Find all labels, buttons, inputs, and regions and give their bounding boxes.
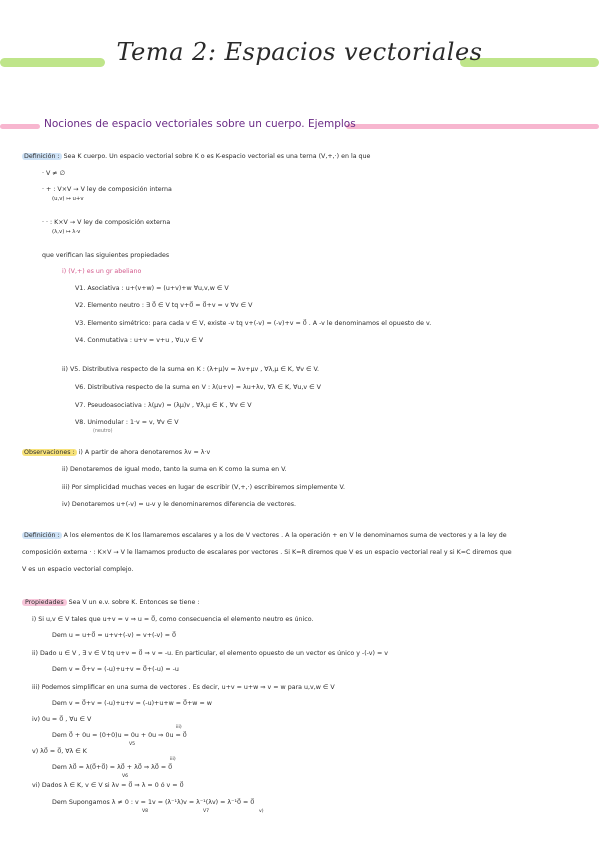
property-4-note-iii: iii) (176, 725, 182, 730)
definition2-label: Definición : (24, 532, 60, 539)
axiom-v5: ii) V5. Distributiva respecto de la suma en K : (λ+μ)v = λv+μv , ∀λ,μ ∈ K, ∀v ∈ V. (62, 366, 319, 373)
condition-2: · + : V×V → V ley de composición interna (42, 186, 172, 193)
condition-1: · V ≠ ∅ (42, 170, 66, 177)
condition-3: · · : K×V → V ley de composición externa (42, 219, 171, 226)
property-6-note-v: v) (259, 809, 264, 814)
observation-2: ii) Denotaremos de igual modo, tanto la suma en K como la suma en V. (62, 466, 287, 473)
axiom-v4: V4. Conmutativa : u+v = v+u , ∀u,v ∈ V (75, 337, 204, 344)
section-title: Nociones de espacio vectoriales sobre un cuerpo. Ejemplos (44, 118, 356, 130)
property-4-note-v5: V5 (129, 742, 136, 747)
axiom-v7: V7. Pseudoasociativa : λ(μv) = (λμ)v , ∀λ,μ ∈ K , ∀v ∈ V (75, 402, 252, 409)
definition-line (22, 153, 370, 161)
definition2-text-3: V es un espacio vectorial complejo. (22, 566, 134, 573)
property-4: iv) 0u = 0⃗ , ∀u ∈ V (32, 716, 92, 723)
property-6-note-v7: V7 (203, 809, 210, 814)
definition2-line-1 (22, 532, 507, 540)
observation-1: i) A partir de ahora denotaremos λv = λ·v (78, 449, 211, 456)
properties-intro: que verifican las siguientes propiedades (42, 252, 170, 259)
property-5-note-v6: V6 (122, 774, 129, 779)
property-3: iii) Podemos simplificar en una suma de vectores . Es decir, u+v = u+w ⇒ v = w para u,v,w ∈ V (32, 684, 335, 691)
observation-4: iv) Denotaremos u+(-v) = u-v y le denominaremos diferencia de vectores. (62, 501, 297, 508)
property-2-proof: Dem v = 0⃗+v = (-u)+u+v = 0⃗+(-u) = -u (52, 666, 179, 673)
property-1: i) Si u,v ∈ V tales que u+v = v ⇒ u = 0⃗, como consecuencia el elemento neutro es único. (32, 616, 314, 623)
property-5: v) λ0⃗ = 0⃗, ∀λ ∈ K (32, 748, 87, 755)
property-1-proof: Dem u = u+0⃗ = u+v+(-v) = v+(-v) = 0⃗ (52, 632, 177, 639)
property-2: ii) Dado u ∈ V , ∃ v ∈ V tq u+v = 0⃗ ⇒ v = -u. En particular, el elemento opuesto de un vector es único y -(-v) = v (32, 650, 388, 657)
properties-intro-text: Sea V un e.v. sobre K. Entonces se tiene : (68, 599, 200, 606)
property-6: vi) Dados λ ∈ K, v ∈ V si λv = 0⃗ ⇒ λ = 0 ó v = 0⃗ (32, 782, 184, 789)
property-6-note-v8: V8 (142, 809, 149, 814)
observations-label: Observaciones : (24, 449, 75, 456)
axiom-v8: V8. Unimodular : 1·v = v, ∀v ∈ V (75, 419, 179, 426)
definition2-text-1: A los elementos de K los llamaremos escalares y a los de V vectores . A la operación + en V le denominamos suma de vectores y a la ley de (63, 532, 507, 539)
section-underline-left (0, 124, 40, 129)
axiom-v3: V3. Elemento simétrico: para cada v ∈ V, existe -v tq v+(-v) = (-v)+v = 0⃗ . A -v le denominamos el opuesto de v. (75, 320, 432, 327)
condition-2-map: (u,v) ↦ u+v (52, 196, 84, 202)
properties-line (22, 599, 200, 607)
definition2-text-2: composición externa · : K×V → V le llamamos producto de escalares por vectores . Si K=R diremos que V es un espacio vectorial real y si K=C diremos que (22, 549, 512, 556)
observation-3: iii) Por simplicidad muchas veces en lugar de escribir (V,+,·) escribiremos simplemente V. (62, 484, 346, 491)
properties-label: Propiedades (22, 599, 67, 606)
property-5-note-iii: iii) (170, 757, 176, 762)
axiom-v6: V6. Distributiva respecto de la suma en V : λ(u+v) = λu+λv, ∀λ ∈ K, ∀u,v ∈ V (75, 384, 321, 391)
property-6-proof: Dem Supongamos λ ≠ 0 : v = 1v = (λ⁻¹λ)v = λ⁻¹(λv) = λ⁻¹0⃗ = 0⃗ (52, 799, 255, 806)
property-5-proof: Dem λ0⃗ = λ(0⃗+0⃗) = λ0⃗ + λ0⃗ ⇒ λ0⃗ = 0⃗ (52, 764, 173, 771)
property-4-proof: Dem 0⃗ + 0u = (0+0)u = 0u + 0u ⇒ 0u = 0⃗ (52, 732, 187, 739)
axiom-v1: V1. Asociativa : u+(v+w) = (u+v)+w ∀u,v,w ∈ V (75, 285, 229, 292)
axiom-v2: V2. Elemento neutro : ∃ 0⃗ ∈ V tq v+0⃗ = 0⃗+v = v ∀v ∈ V (75, 302, 253, 309)
observations-line-1 (22, 449, 210, 457)
page-title: Tema 2: Espacios vectoriales (116, 38, 483, 66)
axiom-v8-note: (neutro) (93, 429, 113, 434)
property-3-proof: Dem v = 0⃗+v = (-u)+u+v = (-u)+u+w = 0⃗+w = w (52, 700, 212, 707)
group-item-i: i) (V,+) es un gr abeliano (62, 268, 142, 275)
definition-text: Sea K cuerpo. Un espacio vectorial sobre K o es K-espacio vectorial es una terna (V,+,·) en la que (63, 153, 371, 160)
definition-label: Definición : (24, 153, 60, 160)
condition-3-map: (λ,v) ↦ λ·v (52, 229, 81, 235)
section-underline-right (346, 124, 599, 129)
